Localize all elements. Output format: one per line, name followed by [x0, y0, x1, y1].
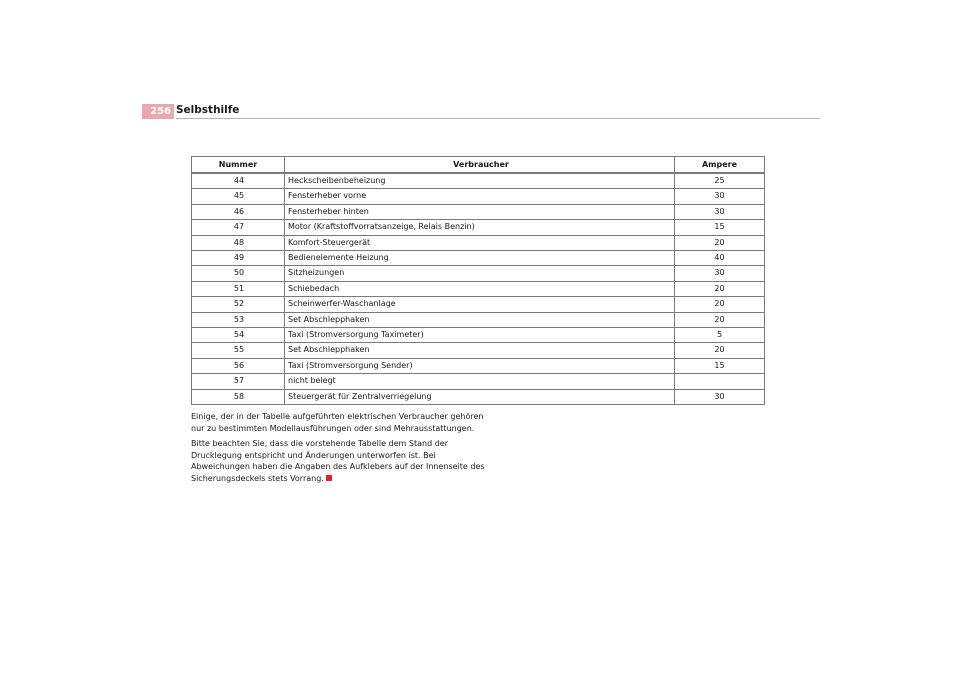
cell-consumer: Set Abschlepphaken — [285, 343, 675, 358]
page-number: 256 — [142, 104, 174, 119]
cell-consumer: Steuergerät für Zentralverriegelung — [285, 389, 675, 404]
cell-number: 45 — [192, 189, 285, 204]
cell-number: 52 — [192, 297, 285, 312]
cell-ampere: 30 — [675, 189, 765, 204]
table-row — [192, 189, 765, 204]
note-table-status — [191, 438, 491, 484]
cell-consumer: Scheinwerfer-Waschanlage — [285, 297, 675, 312]
header-divider — [176, 118, 820, 119]
cell-number: 57 — [192, 374, 285, 389]
cell-consumer: Komfort-Steuergerät — [285, 235, 675, 250]
cell-ampere: 25 — [675, 173, 765, 189]
note-table-status-text: Bitte beachten Sie, dass die vorstehende Tabelle dem Stand der Drucklegung entspricht und Änderungen unterworfen ist. Bei Abweichungen haben die Angaben des Aufklebers auf der Innenseite des Sicherungsdeckels stets Vorrang. — [191, 439, 485, 483]
table-row — [192, 235, 765, 250]
cell-number: 56 — [192, 358, 285, 373]
cell-consumer: Heckscheibenbeheizung — [285, 173, 675, 189]
column-header-consumer: Verbraucher — [285, 157, 675, 174]
cell-ampere: 20 — [675, 297, 765, 312]
cell-ampere: 20 — [675, 312, 765, 327]
table-row — [192, 266, 765, 281]
cell-consumer: Set Abschlepphaken — [285, 312, 675, 327]
cell-consumer: Motor (Kraftstoffvorratsanzeige, Relais Benzin) — [285, 220, 675, 235]
cell-number: 47 — [192, 220, 285, 235]
table-row — [192, 328, 765, 343]
table-row — [192, 251, 765, 266]
cell-ampere: 15 — [675, 358, 765, 373]
cell-number: 51 — [192, 281, 285, 296]
cell-ampere: 40 — [675, 251, 765, 266]
cell-number: 49 — [192, 251, 285, 266]
cell-consumer: Taxi (Stromversorgung Sender) — [285, 358, 675, 373]
table-row — [192, 204, 765, 219]
cell-number: 46 — [192, 204, 285, 219]
table-header-row — [192, 157, 765, 174]
cell-consumer: Schiebedach — [285, 281, 675, 296]
cell-ampere: 20 — [675, 343, 765, 358]
cell-ampere: 30 — [675, 389, 765, 404]
section-title: Selbsthilfe — [176, 104, 240, 116]
table-row — [192, 374, 765, 389]
table-row — [192, 358, 765, 373]
cell-number: 53 — [192, 312, 285, 327]
table-row — [192, 343, 765, 358]
cell-ampere — [675, 374, 765, 389]
cell-number: 44 — [192, 173, 285, 189]
cell-consumer: Bedienelemente Heizung — [285, 251, 675, 266]
table-row — [192, 297, 765, 312]
cell-consumer: Fensterheber vorne — [285, 189, 675, 204]
cell-number: 58 — [192, 389, 285, 404]
cell-ampere: 30 — [675, 204, 765, 219]
table-row — [192, 220, 765, 235]
fuse-table — [191, 156, 765, 405]
cell-number: 50 — [192, 266, 285, 281]
cell-consumer: Taxi (Stromversorgung Taximeter) — [285, 328, 675, 343]
cell-consumer: Fensterheber hinten — [285, 204, 675, 219]
cell-consumer: Sitzheizungen — [285, 266, 675, 281]
cell-ampere: 5 — [675, 328, 765, 343]
cell-ampere: 20 — [675, 281, 765, 296]
cell-number: 55 — [192, 343, 285, 358]
end-mark-icon — [326, 475, 332, 481]
cell-number: 54 — [192, 328, 285, 343]
cell-number: 48 — [192, 235, 285, 250]
column-header-number: Nummer — [192, 157, 285, 174]
cell-ampere: 20 — [675, 235, 765, 250]
table-row — [192, 312, 765, 327]
cell-ampere: 15 — [675, 220, 765, 235]
note-model-variants: Einige, der in der Tabelle aufgeführten elektrischen Verbraucher gehören nur zu bestimmten Modellausführungen oder sind Mehrausstattungen. — [191, 412, 484, 433]
table-row — [192, 173, 765, 189]
table-row — [192, 389, 765, 404]
cell-ampere: 30 — [675, 266, 765, 281]
cell-consumer: nicht belegt — [285, 374, 675, 389]
table-row — [192, 281, 765, 296]
column-header-ampere: Ampere — [675, 157, 765, 174]
